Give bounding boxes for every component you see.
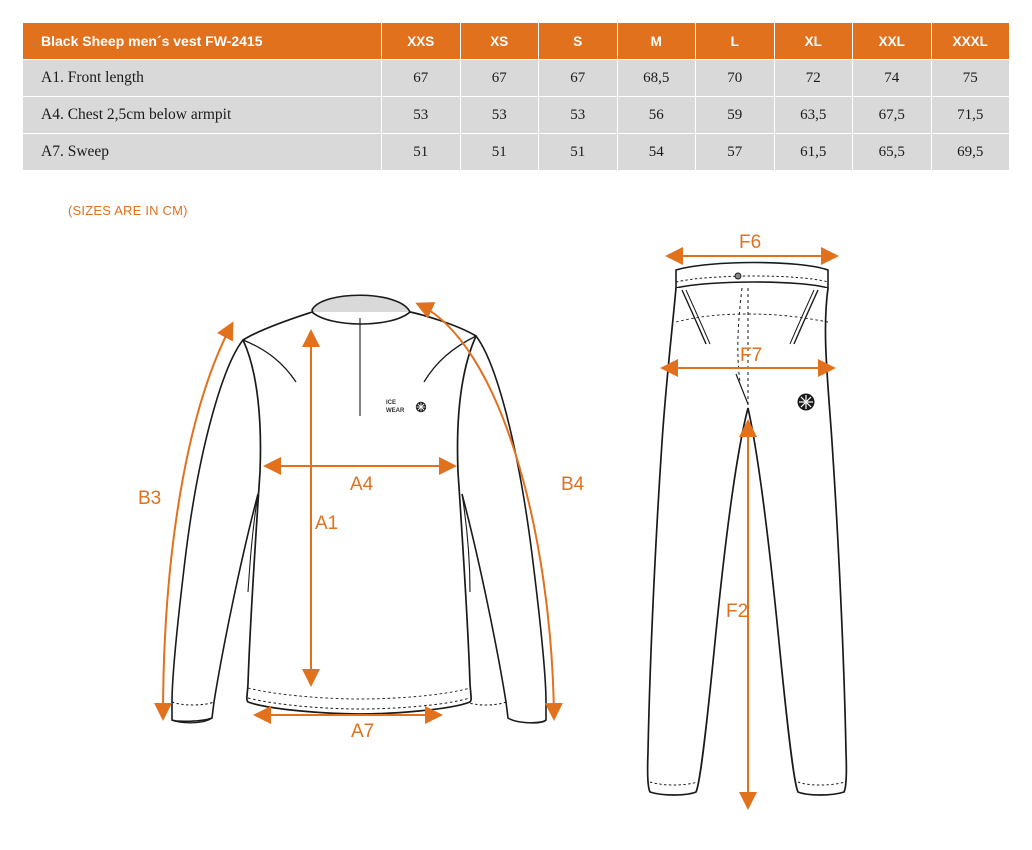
cell-a4-xs: 53	[460, 97, 539, 134]
top-garment-illustration	[172, 295, 546, 723]
table-title-cell: Black Sheep men´s vest FW-2415	[23, 23, 382, 60]
dimension-a7	[256, 715, 440, 742]
col-head-xs: XS	[460, 23, 539, 60]
cell-a1-l: 70	[696, 60, 775, 97]
table-header	[23, 23, 1010, 60]
dimension-label-f6: F6	[739, 232, 762, 253]
cell-a1-s: 67	[539, 60, 618, 97]
cell-a1-xs: 67	[460, 60, 539, 97]
cell-a7-xxxl: 69,5	[931, 134, 1010, 171]
dimension-label-b4: B4	[561, 474, 585, 495]
col-head-s: S	[539, 23, 618, 60]
cell-a1-xxs: 67	[382, 60, 461, 97]
cell-a7-xxs: 51	[382, 134, 461, 171]
dimension-label-f7: F7	[740, 345, 763, 366]
cell-a4-xl: 63,5	[774, 97, 853, 134]
cell-a7-m: 54	[617, 134, 696, 171]
cell-a1-xxxl: 75	[931, 60, 1010, 97]
col-head-xxxl: XXXL	[931, 23, 1010, 60]
table-row	[23, 97, 1010, 134]
table-row	[23, 134, 1010, 171]
cell-a7-s: 51	[539, 134, 618, 171]
dimension-b3	[138, 324, 232, 718]
cell-a1-m: 68,5	[617, 60, 696, 97]
dimension-f6	[668, 232, 836, 256]
cell-a7-l: 57	[696, 134, 775, 171]
table-body	[23, 60, 1010, 171]
col-head-xxl: XXL	[853, 23, 932, 60]
cell-a4-xxxl: 71,5	[931, 97, 1010, 134]
dimension-label-a7: A7	[351, 721, 375, 742]
col-head-m: M	[617, 23, 696, 60]
cell-a7-xl: 61,5	[774, 134, 853, 171]
svg-text:ICE: ICE	[386, 400, 397, 406]
cell-a4-l: 59	[696, 97, 775, 134]
dimension-label-a1: A1	[315, 513, 339, 534]
col-head-l: L	[696, 23, 775, 60]
cell-a1-xxl: 74	[853, 60, 932, 97]
dimension-label-f2: F2	[726, 601, 749, 622]
cell-a4-xxl: 67,5	[853, 97, 932, 134]
col-head-xl: XL	[774, 23, 853, 60]
size-chart-table	[22, 22, 1010, 171]
trousers-logo-icon	[798, 394, 815, 411]
cell-a4-m: 56	[617, 97, 696, 134]
cell-a1-xl: 72	[774, 60, 853, 97]
row-label-a4: A4. Chest 2,5cm below armpit	[23, 97, 382, 134]
col-head-xxs: XXS	[382, 23, 461, 60]
dimension-label-a4: A4	[350, 474, 374, 495]
svg-text:WEAR: WEAR	[386, 408, 405, 414]
cell-a7-xs: 51	[460, 134, 539, 171]
row-label-a7: A7. Sweep	[23, 134, 382, 171]
cell-a4-s: 53	[539, 97, 618, 134]
table-header-row	[23, 23, 1010, 60]
table-row	[23, 60, 1010, 97]
row-label-a1: A1. Front length	[23, 60, 382, 97]
garment-diagrams	[0, 232, 1032, 850]
cell-a4-xxs: 53	[382, 97, 461, 134]
dimension-label-b3: B3	[138, 488, 162, 509]
size-chart-table-wrapper	[22, 22, 1010, 171]
cell-a7-xxl: 65,5	[853, 134, 932, 171]
units-note: (SIZES ARE IN CM)	[68, 203, 188, 218]
